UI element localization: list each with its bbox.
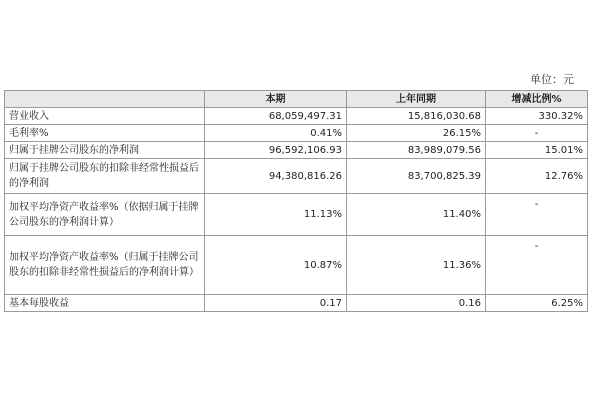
current-value: 0.41% (205, 125, 347, 142)
prior-value: 83,700,825.39 (347, 159, 486, 194)
change-value: 330.32% (486, 108, 588, 125)
current-value: 94,380,816.26 (205, 159, 347, 194)
row-label: 加权平均净资产收益率%（归属于挂牌公司股东的扣除非经常性损益后的净利润计算） (5, 236, 205, 295)
table-row (5, 194, 588, 236)
row-label: 加权平均净资产收益率%（依据归属于挂牌公司股东的净利润计算） (5, 194, 205, 236)
change-value: 6.25% (486, 295, 588, 312)
current-value: 68,059,497.31 (205, 108, 347, 125)
prior-value: 0.16 (347, 295, 486, 312)
current-value: 0.17 (205, 295, 347, 312)
table-row (5, 125, 588, 142)
prior-value: 83,989,079.56 (347, 142, 486, 159)
change-value: 15.01% (486, 142, 588, 159)
table-header-row (5, 91, 588, 108)
current-value: 10.87% (205, 236, 347, 295)
change-value: - (486, 125, 588, 142)
header-change-percent: 增减比例% (486, 91, 588, 108)
current-value: 96,592,106.93 (205, 142, 347, 159)
header-current-period: 本期 (205, 91, 347, 108)
row-label: 基本每股收益 (5, 295, 205, 312)
row-label: 营业收入 (5, 108, 205, 125)
row-label: 毛利率% (5, 125, 205, 142)
prior-value: 26.15% (347, 125, 486, 142)
current-value: 11.13% (205, 194, 347, 236)
change-value: - (486, 194, 588, 236)
row-label: 归属于挂牌公司股东的扣除非经常性损益后的净利润 (5, 159, 205, 194)
header-prior-period: 上年同期 (347, 91, 486, 108)
table-row (5, 236, 588, 295)
header-item (5, 91, 205, 108)
row-label: 归属于挂牌公司股东的净利润 (5, 142, 205, 159)
financial-summary-table (4, 90, 588, 312)
prior-value: 11.36% (347, 236, 486, 295)
prior-value: 15,816,030.68 (347, 108, 486, 125)
change-value: - (486, 236, 588, 295)
table-row (5, 108, 588, 125)
change-value: 12.76% (486, 159, 588, 194)
table-row (5, 159, 588, 194)
unit-label: 单位：元 (530, 73, 574, 86)
prior-value: 11.40% (347, 194, 486, 236)
table-row (5, 295, 588, 312)
table-row (5, 142, 588, 159)
